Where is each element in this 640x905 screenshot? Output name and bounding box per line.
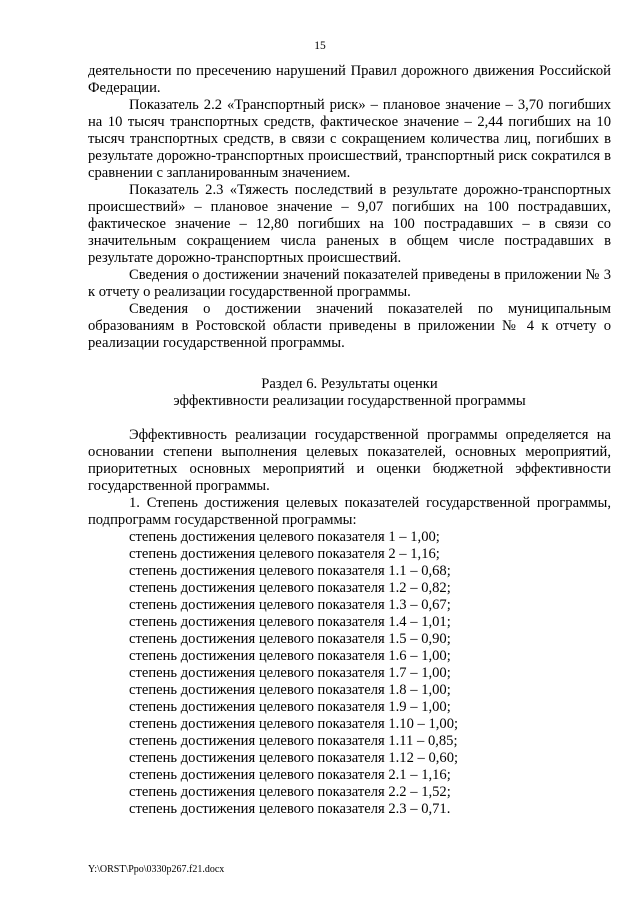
page-number: 15 xyxy=(314,40,326,52)
list-item: степень достижения целевого показателя 2.3 – 0,71. xyxy=(129,801,451,817)
list-item: степень достижения целевого показателя 1.7 – 1,00; xyxy=(129,665,451,681)
paragraph-appendix-3: Сведения о достижении значений показателей приведены в приложении № 3 к отчету о реализации государственной программы. xyxy=(88,267,611,300)
paragraph-continuation: деятельности по пресечению нарушений Правил дорожного движения Российской Федерации. xyxy=(88,63,611,96)
paragraph-transport-risk: Показатель 2.2 «Транспортный риск» – плановое значение – 3,70 погибших на 10 тысяч транспортных средств, фактическое значение – 2,44 погибших на 10 тысяч транспортных средств, в связи с сокращением количества лиц, погибших в результате дорожно-транспортных происшествий, транспортный риск сократился в сравнении с запланированным значением. xyxy=(88,97,611,181)
list-item: степень достижения целевого показателя 1 – 1,00; xyxy=(129,529,440,545)
list-item: степень достижения целевого показателя 1.12 – 0,60; xyxy=(129,750,459,766)
section-heading xyxy=(88,376,611,410)
indicator-list xyxy=(88,529,611,818)
list-item: степень достижения целевого показателя 1.9 – 1,00; xyxy=(129,699,451,715)
footer-file-path: Y:\ORST\Ppo\0330p267.f21.docx xyxy=(88,864,225,875)
paragraph-efficiency: Эффективность реализации государственной программы определяется на основании степени выполнения целевых показателей, основных мероприятий, приоритетных основных мероприятий и оценки бюджетной эффективности государственной программы. xyxy=(88,427,611,494)
top-text-block xyxy=(88,63,611,352)
list-item: степень достижения целевого показателя 1.2 – 0,82; xyxy=(129,580,451,596)
list-item: степень достижения целевого показателя 2 – 1,16; xyxy=(129,546,440,562)
list-item: степень достижения целевого показателя 2.2 – 1,52; xyxy=(129,784,451,800)
paragraph-degree-intro: 1. Степень достижения целевых показателей государственной программы, подпрограмм государственной программы: xyxy=(88,495,611,528)
list-item: степень достижения целевого показателя 1.5 – 0,90; xyxy=(129,631,451,647)
paragraph-severity: Показатель 2.3 «Тяжесть последствий в результате дорожно-транспортных происшествий» – плановое значение – 9,07 погибших на 100 пострадавших, фактическое значение – 12,80 погибших на 100 пострадавших – в связи со значительным сокращением числа раненых в общем числе пострадавших в результате дорожно-транспортных происшествий. xyxy=(88,182,611,266)
section-text-block xyxy=(88,427,611,818)
list-item: степень достижения целевого показателя 1.11 – 0,85; xyxy=(129,733,458,749)
list-item: степень достижения целевого показателя 2.1 – 1,16; xyxy=(129,767,451,783)
list-item: степень достижения целевого показателя 1.4 – 1,01; xyxy=(129,614,451,630)
section-heading-line2: эффективности реализации государственной программы xyxy=(173,393,526,409)
list-item: степень достижения целевого показателя 1.8 – 1,00; xyxy=(129,682,451,698)
list-item: степень достижения целевого показателя 1.6 – 1,00; xyxy=(129,648,451,664)
list-item: степень достижения целевого показателя 1.3 – 0,67; xyxy=(129,597,451,613)
list-item: степень достижения целевого показателя 1.10 – 1,00; xyxy=(129,716,459,732)
paragraph-appendix-4: Сведения о достижении значений показателей по муниципальным образованиям в Ростовской области приведены в приложении № 4 к отчету о реализации государственной программы. xyxy=(88,301,611,351)
section-heading-line1: Раздел 6. Результаты оценки xyxy=(261,376,438,392)
list-item: степень достижения целевого показателя 1.1 – 0,68; xyxy=(129,563,451,579)
